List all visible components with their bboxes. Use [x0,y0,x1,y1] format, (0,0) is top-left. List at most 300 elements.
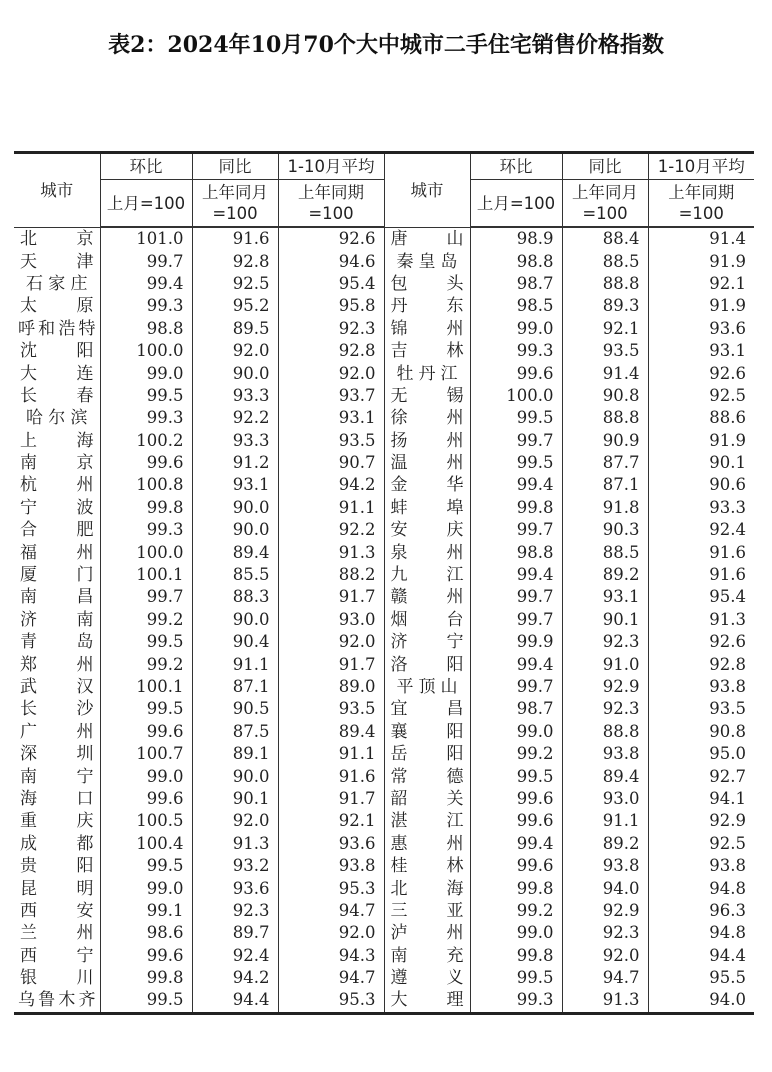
city-name: 南京 [14,452,100,474]
city-name: 广州 [14,721,100,743]
yoy-value: 92.1 [562,318,648,340]
city-name: 九江 [384,564,470,586]
yoy-value: 89.2 [562,833,648,855]
mom-value: 100.0 [100,340,192,362]
city-name: 徐州 [384,407,470,429]
mom-value: 100.1 [100,676,192,698]
header-mom-right: 环比 [470,153,562,180]
yoy-value: 87.1 [562,474,648,496]
city-name: 岳阳 [384,743,470,765]
mom-value: 99.1 [100,900,192,922]
mom-value: 99.9 [470,631,562,653]
mom-value: 100.7 [100,743,192,765]
avg-value: 88.2 [278,564,384,586]
yoy-value: 93.3 [192,430,278,452]
city-name: 韶关 [384,788,470,810]
city-name: 遵义 [384,967,470,989]
mom-value: 99.4 [470,564,562,586]
mom-value: 99.2 [470,900,562,922]
header-city-left: 城市 [14,153,100,228]
yoy-value: 93.5 [562,340,648,362]
mom-value: 99.6 [100,788,192,810]
mom-value: 99.2 [100,609,192,631]
avg-value: 93.1 [648,340,754,362]
yoy-value: 88.5 [562,541,648,563]
city-name: 大理 [384,989,470,1013]
city-name: 安庆 [384,519,470,541]
header-avg-base-right [648,180,754,228]
mom-value: 100.1 [100,564,192,586]
header-yoy-base-right [562,180,648,228]
yoy-value: 91.4 [562,362,648,384]
city-name: 长春 [14,385,100,407]
avg-base-line2: =100 [308,204,354,223]
city-name: 福州 [14,541,100,563]
yoy-value: 94.4 [192,989,278,1013]
yoy-value: 88.8 [562,721,648,743]
header-mom-base-right: 上月=100 [470,180,562,228]
table-row [14,564,754,586]
mom-value: 99.4 [470,833,562,855]
city-name: 南充 [384,945,470,967]
city-name: 青岛 [14,631,100,653]
yoy-value: 93.0 [562,788,648,810]
mom-value: 99.5 [100,855,192,877]
city-name: 扬州 [384,430,470,452]
yoy-value: 90.1 [192,788,278,810]
mom-value: 99.7 [470,676,562,698]
city-name: 合肥 [14,519,100,541]
city-name: 呼和浩特 [14,318,100,340]
city-name: 银川 [14,967,100,989]
table-body [14,227,754,1013]
yoy-value: 93.8 [562,743,648,765]
yoy-value: 87.5 [192,721,278,743]
city-name: 西宁 [14,945,100,967]
mom-value: 99.7 [100,250,192,272]
mom-value: 99.2 [470,743,562,765]
mom-value: 99.5 [100,631,192,653]
yoy-value: 93.1 [562,586,648,608]
table-row [14,698,754,720]
avg-value: 92.5 [648,833,754,855]
mom-value: 99.0 [100,362,192,384]
avg-value: 91.1 [278,497,384,519]
yoy-value: 85.5 [192,564,278,586]
city-name: 包头 [384,273,470,295]
table-row [14,609,754,631]
yoy-value: 89.2 [562,564,648,586]
city-name: 太原 [14,295,100,317]
avg-value: 93.0 [278,609,384,631]
city-name: 宁波 [14,497,100,519]
yoy-value: 94.7 [562,967,648,989]
avg-value: 91.7 [278,653,384,675]
city-name: 牡丹江 [384,362,470,384]
yoy-value: 92.9 [562,900,648,922]
yoy-value: 92.0 [192,340,278,362]
avg-value: 91.3 [648,609,754,631]
mom-value: 99.3 [470,989,562,1013]
table-row [14,922,754,944]
mom-value: 98.7 [470,698,562,720]
city-name: 无锡 [384,385,470,407]
city-name: 南宁 [14,765,100,787]
yoy-value: 91.2 [192,452,278,474]
mom-value: 99.6 [470,855,562,877]
yoy-value: 92.4 [192,945,278,967]
yoy-value: 93.8 [562,855,648,877]
table-row [14,385,754,407]
table-row [14,318,754,340]
header-mom-base-left: 上月=100 [100,180,192,228]
yoy-value: 90.0 [192,497,278,519]
avg-value: 91.1 [278,743,384,765]
table-row [14,721,754,743]
table-row [14,631,754,653]
city-name: 石家庄 [14,273,100,295]
city-name: 郑州 [14,653,100,675]
city-name: 西安 [14,900,100,922]
city-name: 深圳 [14,743,100,765]
table-row [14,810,754,832]
yoy-value: 90.0 [192,765,278,787]
avg-value: 93.6 [648,318,754,340]
avg-value: 95.4 [278,273,384,295]
avg-value: 92.6 [278,227,384,250]
avg-value: 92.6 [648,362,754,384]
city-name: 泉州 [384,541,470,563]
mom-value: 98.8 [100,318,192,340]
avg-value: 92.1 [648,273,754,295]
mom-value: 99.5 [470,765,562,787]
yoy-value: 88.8 [562,273,648,295]
table-row [14,362,754,384]
avg-value: 92.7 [648,765,754,787]
mom-value: 99.5 [100,385,192,407]
avg-value: 93.8 [648,855,754,877]
city-name: 厦门 [14,564,100,586]
header-yoy-left: 同比 [192,153,278,180]
table-row [14,407,754,429]
city-name: 上海 [14,430,100,452]
yoy-value: 92.3 [562,922,648,944]
yoy-value: 88.5 [562,250,648,272]
avg-value: 92.8 [648,653,754,675]
mom-value: 99.0 [470,721,562,743]
yoy-value: 90.3 [562,519,648,541]
yoy-value: 88.3 [192,586,278,608]
yoy-value: 90.5 [192,698,278,720]
mom-value: 100.0 [100,541,192,563]
avg-value: 92.9 [648,810,754,832]
avg-value: 90.1 [648,452,754,474]
table-row [14,833,754,855]
table-row [14,743,754,765]
yoy-value: 89.4 [192,541,278,563]
yoy-value: 88.4 [562,227,648,250]
avg-value: 96.3 [648,900,754,922]
city-name: 重庆 [14,810,100,832]
header-avg-right: 1-10月平均 [648,153,754,180]
table-row [14,967,754,989]
mom-value: 99.0 [470,318,562,340]
yoy-value: 95.2 [192,295,278,317]
city-name: 湛江 [384,810,470,832]
yoy-value: 89.1 [192,743,278,765]
avg-value: 95.4 [648,586,754,608]
yoy-value: 89.3 [562,295,648,317]
mom-value: 99.6 [100,452,192,474]
avg-value: 91.3 [278,541,384,563]
mom-value: 98.8 [470,541,562,563]
city-name: 宜昌 [384,698,470,720]
city-name: 吉林 [384,340,470,362]
mom-value: 99.3 [100,407,192,429]
city-name: 南昌 [14,586,100,608]
mom-value: 98.6 [100,922,192,944]
city-name: 武汉 [14,676,100,698]
mom-value: 99.3 [100,295,192,317]
mom-value: 99.5 [470,407,562,429]
table-row [14,945,754,967]
mom-value: 99.2 [100,653,192,675]
yoy-value: 92.5 [192,273,278,295]
yoy-value: 90.0 [192,362,278,384]
mom-value: 100.0 [470,385,562,407]
mom-value: 99.0 [100,765,192,787]
avg-value: 94.0 [648,989,754,1013]
city-name: 贵阳 [14,855,100,877]
yoy-value: 93.2 [192,855,278,877]
yoy-value: 92.3 [562,631,648,653]
avg-value: 92.0 [278,362,384,384]
mom-value: 99.3 [470,340,562,362]
mom-value: 99.6 [100,721,192,743]
avg-base-line2: =100 [678,204,724,223]
city-name: 兰州 [14,922,100,944]
yoy-value: 92.2 [192,407,278,429]
mom-value: 98.9 [470,227,562,250]
yoy-value: 91.1 [562,810,648,832]
avg-value: 92.0 [278,922,384,944]
yoy-value: 94.2 [192,967,278,989]
avg-value: 91.6 [648,541,754,563]
mom-value: 99.7 [470,586,562,608]
avg-value: 92.8 [278,340,384,362]
mom-value: 99.8 [100,497,192,519]
city-name: 杭州 [14,474,100,496]
city-name: 北海 [384,877,470,899]
mom-value: 100.4 [100,833,192,855]
mom-value: 101.0 [100,227,192,250]
yoy-value: 91.6 [192,227,278,250]
avg-value: 93.7 [278,385,384,407]
mom-value: 99.4 [100,273,192,295]
table-row [14,676,754,698]
city-name: 常德 [384,765,470,787]
avg-value: 89.0 [278,676,384,698]
avg-value: 93.6 [278,833,384,855]
mom-value: 99.5 [100,698,192,720]
mom-value: 99.6 [470,788,562,810]
city-name: 沈阳 [14,340,100,362]
mom-value: 99.6 [100,945,192,967]
mom-value: 99.8 [470,497,562,519]
yoy-value: 87.1 [192,676,278,698]
city-name: 成都 [14,833,100,855]
avg-value: 90.7 [278,452,384,474]
table-row [14,877,754,899]
mom-value: 99.5 [100,989,192,1013]
yoy-value: 91.1 [192,653,278,675]
header-avg-base-left [278,180,384,228]
mom-value: 99.4 [470,653,562,675]
table-row [14,497,754,519]
avg-value: 93.8 [648,676,754,698]
table-row [14,855,754,877]
city-name: 赣州 [384,586,470,608]
avg-value: 89.4 [278,721,384,743]
mom-value: 99.8 [470,877,562,899]
avg-value: 88.6 [648,407,754,429]
yoy-value: 92.3 [192,900,278,922]
avg-value: 91.9 [648,250,754,272]
table-row [14,541,754,563]
avg-value: 92.5 [648,385,754,407]
city-name: 泸州 [384,922,470,944]
avg-value: 94.8 [648,877,754,899]
yoy-value: 91.8 [562,497,648,519]
mom-value: 98.8 [470,250,562,272]
mom-value: 99.7 [100,586,192,608]
avg-value: 95.0 [648,743,754,765]
table-row [14,452,754,474]
avg-value: 91.4 [648,227,754,250]
city-name: 乌鲁木齐 [14,989,100,1013]
avg-value: 94.4 [648,945,754,967]
mom-value: 99.0 [470,922,562,944]
city-name: 长沙 [14,698,100,720]
city-name: 唐山 [384,227,470,250]
avg-base-line1: 上年同期 [298,183,364,202]
mom-value: 99.7 [470,519,562,541]
mom-value: 99.5 [470,967,562,989]
avg-value: 90.6 [648,474,754,496]
yoy-value: 90.9 [562,430,648,452]
city-name: 平顶山 [384,676,470,698]
avg-value: 90.8 [648,721,754,743]
table-row [14,765,754,787]
avg-value: 92.2 [278,519,384,541]
city-name: 济南 [14,609,100,631]
avg-value: 93.5 [278,430,384,452]
header-yoy-right: 同比 [562,153,648,180]
mom-value: 99.5 [470,452,562,474]
avg-value: 94.2 [278,474,384,496]
yoy-value: 91.3 [192,833,278,855]
yoy-value: 91.0 [562,653,648,675]
avg-value: 92.0 [278,631,384,653]
city-name: 天津 [14,250,100,272]
mom-value: 99.6 [470,810,562,832]
table-row [14,788,754,810]
avg-base-line1: 上年同期 [668,183,735,202]
yoy-value: 92.0 [192,810,278,832]
mom-value: 100.5 [100,810,192,832]
city-name: 昆明 [14,877,100,899]
yoy-value: 92.9 [562,676,648,698]
mom-value: 98.7 [470,273,562,295]
header-city-right: 城市 [384,153,470,228]
avg-value: 94.8 [648,922,754,944]
mom-value: 99.7 [470,430,562,452]
avg-value: 92.1 [278,810,384,832]
table-row [14,227,754,250]
mom-value: 99.8 [100,967,192,989]
avg-value: 94.3 [278,945,384,967]
avg-value: 91.6 [648,564,754,586]
mom-value: 99.4 [470,474,562,496]
yoy-base-line1: 上年同月 [572,183,638,202]
city-name: 海口 [14,788,100,810]
mom-value: 99.7 [470,609,562,631]
avg-value: 91.7 [278,586,384,608]
yoy-value: 93.1 [192,474,278,496]
city-name: 温州 [384,452,470,474]
avg-value: 95.3 [278,989,384,1013]
avg-value: 91.7 [278,788,384,810]
mom-value: 99.8 [470,945,562,967]
mom-value: 99.6 [470,362,562,384]
city-name: 金华 [384,474,470,496]
table-row [14,273,754,295]
table-row [14,653,754,675]
avg-value: 91.9 [648,295,754,317]
yoy-value: 89.4 [562,765,648,787]
yoy-value: 94.0 [562,877,648,899]
table-row [14,900,754,922]
avg-value: 92.3 [278,318,384,340]
avg-value: 94.7 [278,967,384,989]
city-name: 洛阳 [384,653,470,675]
table-row [14,474,754,496]
mom-value: 100.2 [100,430,192,452]
avg-value: 93.5 [648,698,754,720]
city-name: 桂林 [384,855,470,877]
city-name: 哈尔滨 [14,407,100,429]
yoy-value: 92.8 [192,250,278,272]
yoy-value: 91.3 [562,989,648,1013]
yoy-base-line2: =100 [582,204,628,223]
avg-value: 94.7 [278,900,384,922]
city-name: 北京 [14,227,100,250]
header-avg-left: 1-10月平均 [278,153,384,180]
yoy-value: 87.7 [562,452,648,474]
city-name: 大连 [14,362,100,384]
price-index-table [14,151,754,1015]
yoy-value: 90.4 [192,631,278,653]
mom-value: 99.3 [100,519,192,541]
yoy-value: 93.3 [192,385,278,407]
avg-value: 91.6 [278,765,384,787]
mom-value: 100.8 [100,474,192,496]
city-name: 丹东 [384,295,470,317]
city-name: 三亚 [384,900,470,922]
city-name: 襄阳 [384,721,470,743]
header-mom-left: 环比 [100,153,192,180]
yoy-value: 93.6 [192,877,278,899]
